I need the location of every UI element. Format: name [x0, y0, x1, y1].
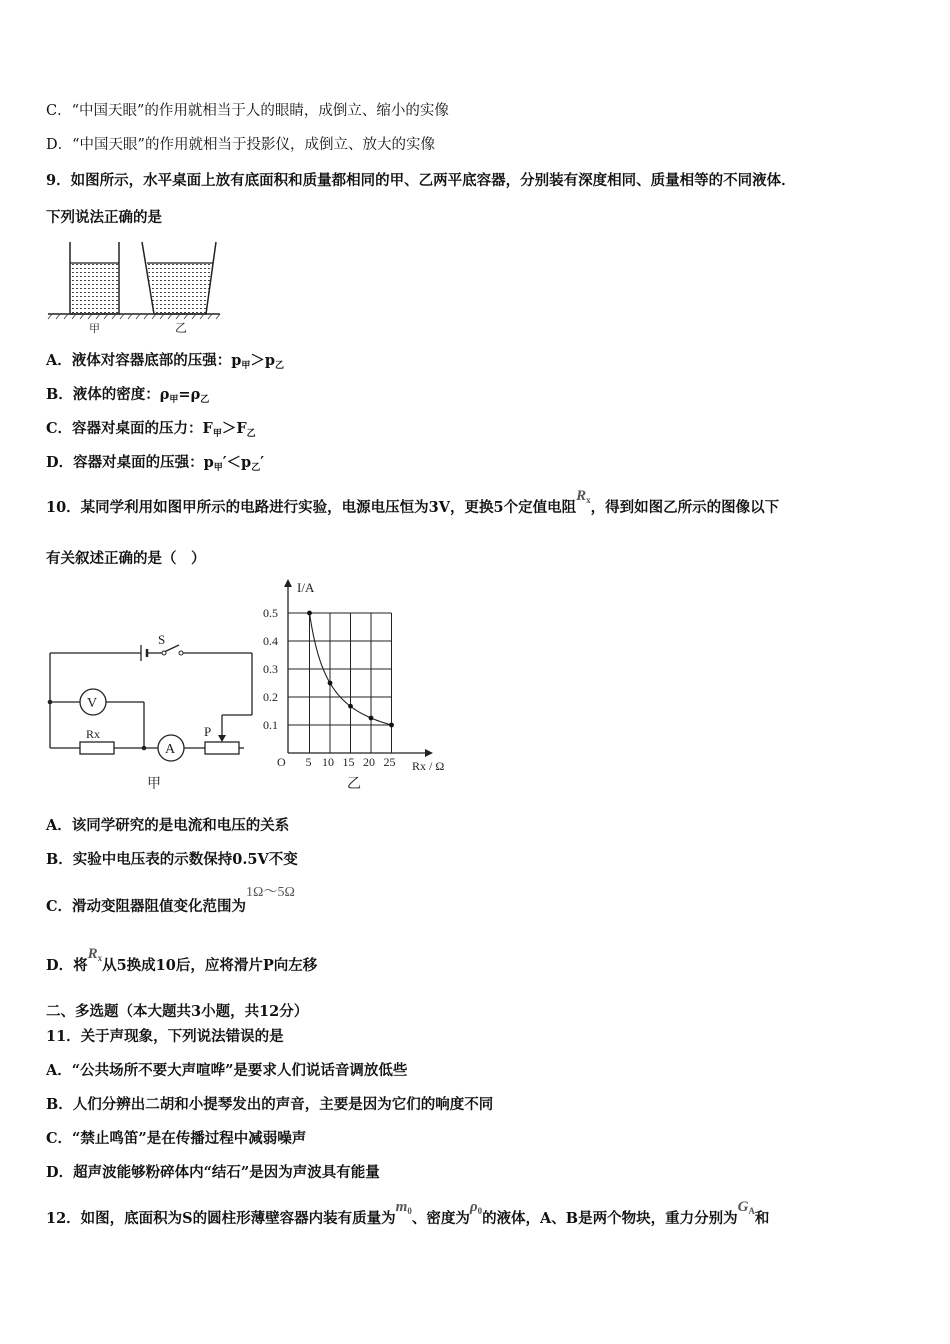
rx-symbol-d: $R_x$ — [87, 946, 103, 963]
q9-option-b: B．液体的密度：$\rho_甲=\rho_乙$ — [46, 386, 210, 405]
q8-option-d: D．“中国天眼”的作用就相当于投影仪，成倒立、放大的实像 — [46, 137, 435, 153]
y-axis-label: I/A — [297, 580, 315, 595]
q9-label-yi: 乙 — [175, 321, 188, 335]
circuit-caption: 甲 — [147, 777, 161, 792]
q10-option-a: A．该同学研究的是电流和电压的关系 — [46, 817, 290, 834]
q8-option-c: C．“中国天眼”的作用就相当于人的眼睛，成倒立、缩小的实像 — [46, 103, 449, 119]
q10-stem-line1: 10．某同学利用如图甲所示的电路进行实验，电源电压恒为3V，更换5个定值电阻$R_x$，得到如图乙所示的图像以下 — [46, 488, 780, 516]
x-tick-label: 5 — [305, 755, 312, 769]
y-tick-label: 0.2 — [263, 690, 278, 704]
x-tick-label: 20 — [363, 755, 375, 769]
q9-option-a: A．液体对容器底部的压强：$p_甲>p_乙$ — [46, 352, 285, 371]
voltmeter-label: V — [87, 696, 98, 711]
q9-label-jia: 甲 — [89, 323, 100, 335]
q9-stem-line2: 下列说法正确的是 — [46, 209, 162, 226]
m0-symbol: $m_0$ — [395, 1199, 412, 1216]
q9-option-c: C．容器对桌面的压力：$F_甲>F_乙$ — [46, 420, 256, 439]
y-axis-arrow — [284, 579, 292, 587]
resistor-rx-label: Rx — [86, 727, 101, 741]
x-tick-label: 25 — [383, 755, 396, 769]
data-point — [369, 716, 374, 721]
rho0-symbol: $\rho_0$ — [469, 1199, 483, 1216]
section-heading-multiple-choice: 二、多选题（本大题共3小题，共12分） — [46, 1003, 309, 1020]
q9-liquid-yi — [147, 263, 213, 314]
rx-symbol: $R_x$ — [576, 488, 591, 505]
x-tick-label: 10 — [322, 755, 334, 769]
q11-option-d: D．超声波能够粉碎体内“结石”是因为声波具有能量 — [46, 1164, 380, 1181]
q9-liquid-jia — [70, 263, 119, 314]
resistor-rx — [80, 742, 114, 754]
q11-option-c: C．“禁止鸣笛”是在传播过程中减弱噪声 — [46, 1130, 307, 1147]
x-tick-label: 15 — [342, 755, 355, 769]
data-point — [389, 723, 394, 728]
data-point — [307, 611, 312, 616]
ga-symbol: $G_A$ — [737, 1199, 755, 1216]
switch-s-label: S — [158, 632, 166, 647]
data-point — [328, 681, 333, 686]
q12-stem: 12．如图，底面积为S的圆柱形薄壁容器内装有质量为$m_0$、密度为$\rho_0$的液体，A、B是两个物块，重力分别为$G_A$和 — [46, 1199, 770, 1227]
q10-option-b: B．实验中电压表的示数保持0.5V不变 — [46, 851, 298, 868]
q9-option-d: D．容器对桌面的压强：$p_甲'<p_乙'$ — [46, 454, 265, 473]
x-axis-label: Rx / Ω — [412, 759, 445, 773]
q11-stem: 11．关于声现象，下列说法错误的是 — [46, 1028, 284, 1045]
ammeter-label: A — [165, 742, 176, 757]
q11-option-b: B．人们分辨出二胡和小提琴发出的声音，主要是因为它们的响度不同 — [46, 1096, 494, 1113]
q10-option-c: C．滑动变阻器阻值变化范围为1Ω～5Ω — [46, 885, 295, 915]
y-tick-label: 0.1 — [263, 718, 278, 732]
y-tick-label: 0.3 — [263, 662, 278, 676]
x-axis-arrow — [425, 749, 433, 757]
q9-containers-figure — [44, 236, 224, 336]
rheostat-slider-arrow — [218, 735, 226, 742]
y-tick-label: 0.5 — [263, 606, 278, 620]
chart-caption: 乙 — [347, 777, 361, 792]
q10-stem-line2: 有关叙述正确的是（ ） — [46, 550, 206, 567]
q10-option-d: D．将$R_x$从5换成10后，应将滑片P向左移 — [46, 946, 318, 974]
data-point — [348, 704, 353, 709]
origin-label: O — [277, 755, 286, 769]
rheostat — [205, 742, 239, 754]
slider-p-label: P — [204, 724, 212, 739]
y-tick-label: 0.4 — [263, 634, 278, 648]
q10-circuit-diagram — [44, 628, 264, 798]
q9-stem-line1: 9．如图所示，水平桌面上放有底面积和质量都相同的甲、乙两平底容器，分别装有深度相同、质量相等的不同液体． — [46, 172, 796, 189]
rheostat-range-math: 1Ω～5Ω — [246, 885, 295, 900]
q10-current-resistance-chart — [255, 578, 460, 796]
q11-option-a: A．“公共场所不要大声喧哗”是要求人们说话音调放低些 — [46, 1062, 408, 1079]
